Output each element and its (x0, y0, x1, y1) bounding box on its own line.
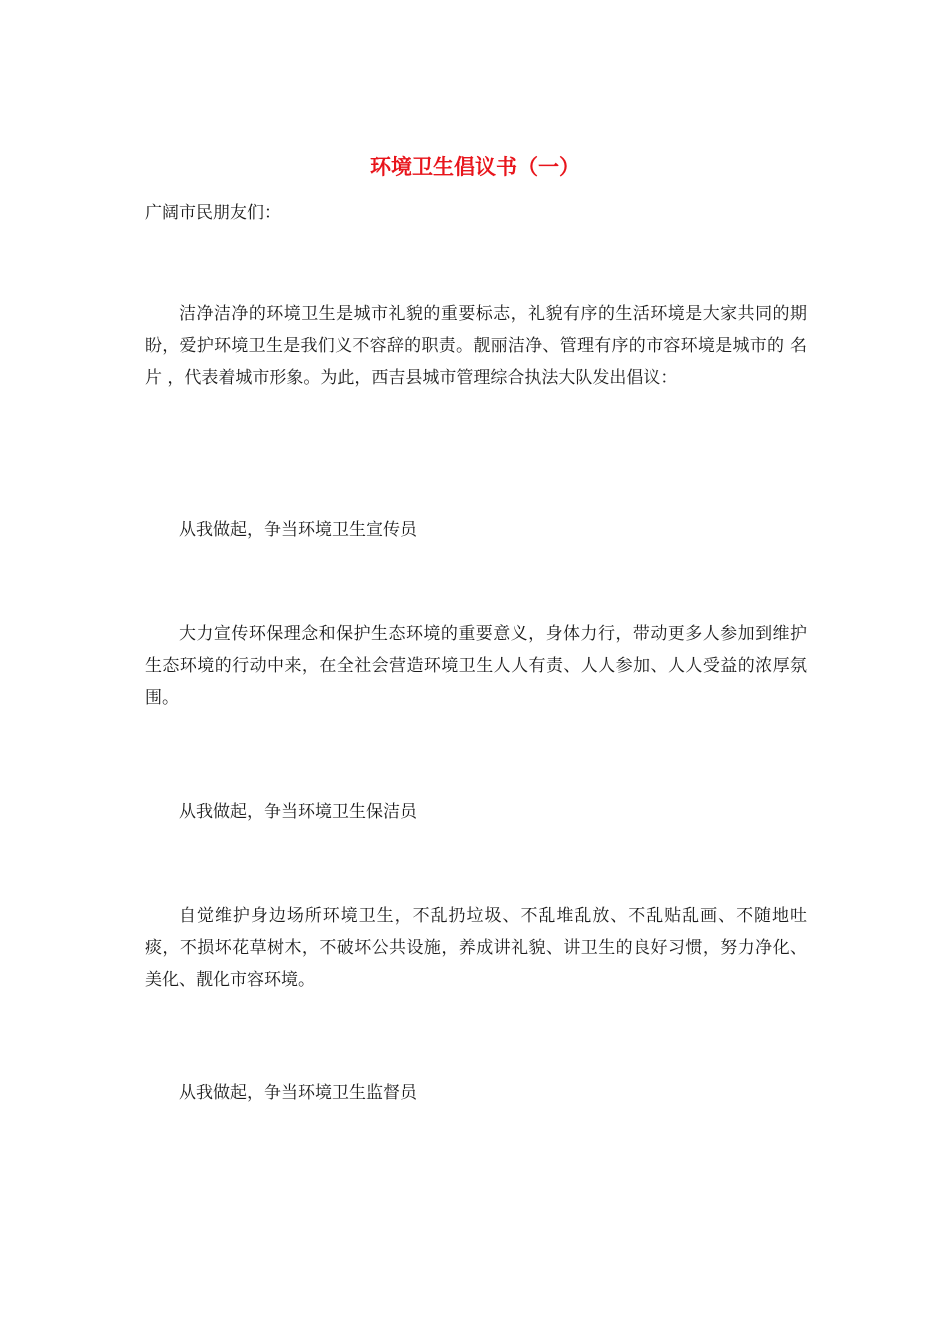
section-heading-cleaner: 从我做起，争当环境卫生保洁员 (179, 802, 417, 822)
cleaner-paragraph: 自觉维护身边场所环境卫生，不乱扔垃圾、不乱堆乱放、不乱贴乱画、不随地吐痰，不损坏花草树木，不破坏公共设施，养成讲礼貌、讲卫生的良好习惯，努力净化、美化、靓化市容环境。 (145, 906, 807, 990)
salutation: 广阔市民朋友们： (145, 203, 281, 223)
section-heading-supervisor: 从我做起，争当环境卫生监督员 (179, 1083, 417, 1103)
section-heading-publicist: 从我做起，争当环境卫生宣传员 (179, 520, 417, 540)
publicist-paragraph: 大力宣传环保理念和保护生态环境的重要意义，身体力行，带动更多人参加到维护生态环境的行动中来，在全社会营造环境卫生人人有责、人人参加、人人受益的浓厚氛围。 (145, 624, 807, 708)
document-title: 环境卫生倡议书（一） (370, 155, 580, 179)
intro-paragraph: 洁净洁净的环境卫生是城市礼貌的重要标志，礼貌有序的生活环境是大家共同的期盼，爱护环境卫生是我们义不容辞的职责。靓丽洁净、管理有序的市容环境是城市的 名片 ，代表着城市形象。为此，西吉县城市管理综合执法大队发出倡议： (145, 304, 807, 388)
